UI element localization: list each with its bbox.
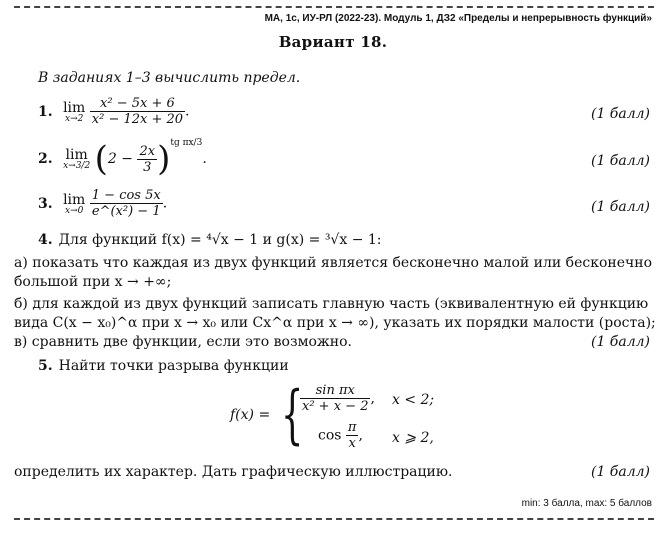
task-2: 2. lim x→3/2 (2 − $\frac{2x}{3}$ )$^{tg \pi x/3}$. — [38, 138, 207, 179]
task-5-tail: определить их характер. Дать графическую иллюстрацию. — [14, 464, 453, 480]
fraction: $\frac{\text{x² − 5x + 6}}{\text{x² − 12x + 20}}$ — [91, 96, 184, 127]
task-4-b-line2: вида C(x − x₀)^α при x → x₀ или Cx^α при x → ∞), указать их порядки малости (роста); — [14, 315, 656, 331]
task-5-points: (1 балл) — [590, 464, 650, 480]
task-4-a-line2: большой при x → +∞; — [14, 274, 172, 290]
fraction: $\frac{1 - \cos 5x}{\text{e\textasciicircum{}(x²) − 1}}$ — [91, 188, 161, 219]
fraction: $\frac{2x}{3}$ — [139, 143, 156, 175]
intro-text: В заданиях 1–3 вычислить предел. — [38, 70, 301, 86]
task-3-points: (1 балл) — [590, 199, 650, 215]
course-header: МА, 1с, ИУ-РЛ (2022-23). Модуль 1, ДЗ2 «Пределы и непрерывность функций» — [264, 13, 652, 24]
case-1: $\frac{\text{sin πx}}{\text{x² + x − 2}}$ , — [302, 383, 375, 414]
limit-operator: lim x→0 — [63, 191, 86, 216]
task-1-points: (1 балл) — [590, 106, 650, 122]
task-4-a-line1: а) показать что каждая из двух функций является бесконечно малой или бесконечно — [14, 255, 653, 271]
task-2-points: (1 балл) — [590, 153, 650, 169]
variant-title: Вариант 18. — [278, 33, 388, 51]
piecewise-lhs: f(x) = — [230, 407, 271, 423]
task-4-head: 4. Для функций f(x) = ⁴√x − 1 и g(x) = ³√x − 1: — [38, 232, 382, 248]
task-4-points: (1 балл) — [590, 334, 650, 350]
score-footer: min: 3 балла, max: 5 баллов — [521, 498, 652, 509]
task-4-c: в) сравнить две функции, если это возможно. — [14, 334, 353, 350]
task-5-head: 5. Найти точки разрыва функции — [38, 358, 289, 374]
limit-operator: lim x→3/2 — [63, 147, 91, 171]
top-dashed-rule — [14, 6, 654, 8]
bottom-dashed-rule — [14, 518, 654, 520]
task-3: 3. lim x→0 $\frac{1 - \cos 5x}{\text{e\textasciicircum{}(x²) − 1}}$ . — [38, 188, 168, 219]
piecewise-brace: { — [281, 378, 304, 452]
task-1: 1. lim x→2 $\frac{\text{x² − 5x + 6}}{\text{x² − 12x + 20}}$ . — [38, 96, 190, 127]
case-2: cos $\frac{\pi}{x}$ , — [318, 420, 363, 451]
case-1-condition: x < 2; — [392, 392, 435, 408]
case-2-condition: x ⩾ 2, — [392, 430, 434, 446]
limit-operator: lim x→2 — [63, 99, 86, 124]
task-4-b-line1: б) для каждой из двух функций записать главную часть (эквивалентную ей функцию — [14, 296, 649, 312]
